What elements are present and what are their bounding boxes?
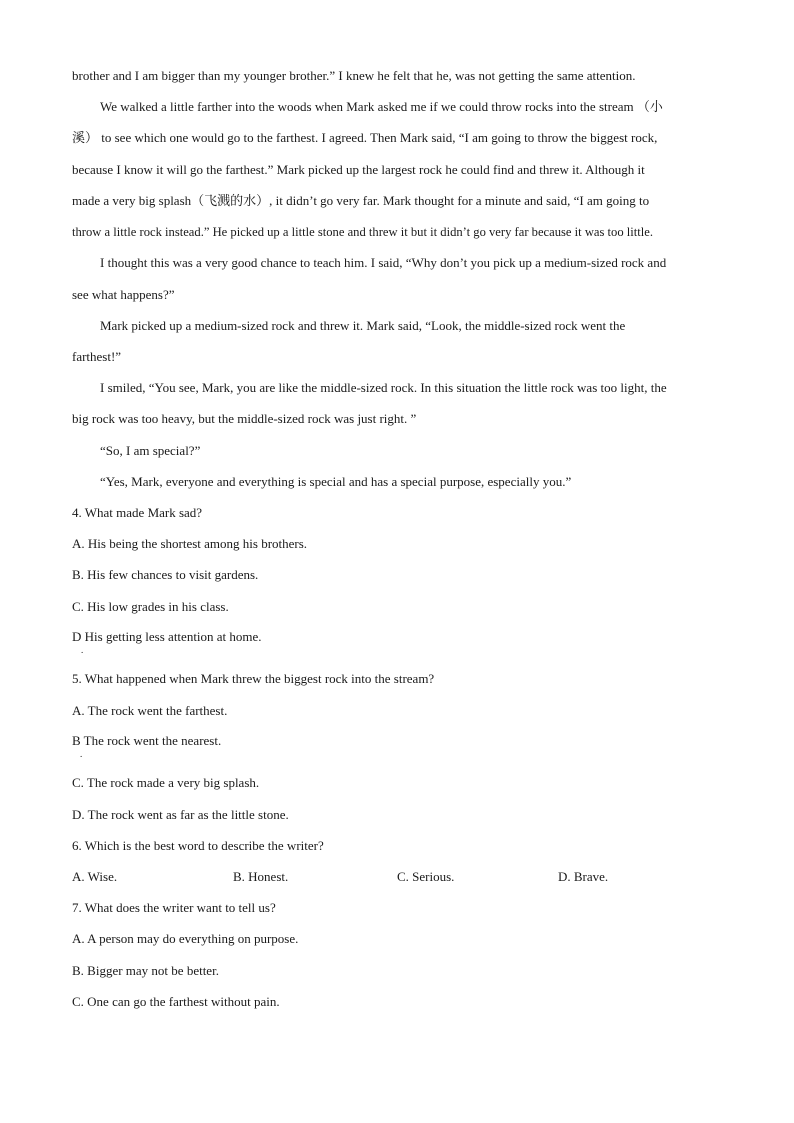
- passage-line: because I know it will go the farthest.” Mark picked up the largest rock he could find and threw it. Although it: [72, 162, 645, 177]
- passage-line: big rock was too heavy, but the middle-sized rock was just right. ”: [72, 411, 417, 426]
- answer-options-row: [72, 869, 672, 885]
- stray-dot-mark: .: [81, 645, 84, 655]
- answer-option: B. Honest.: [233, 869, 289, 884]
- answer-option: D. The rock went as far as the little stone.: [72, 807, 289, 822]
- answer-option: C. One can go the farthest without pain.: [72, 994, 280, 1009]
- passage-line: “So, I am special?”: [100, 443, 201, 458]
- passage-line: brother and I am bigger than my younger brother.” I knew he felt that he, was not getting the same attention.: [72, 68, 636, 83]
- answer-option: A. His being the shortest among his brothers.: [72, 536, 308, 551]
- answer-option: B. His few chances to visit gardens.: [72, 567, 259, 582]
- question-stem: 6. Which is the best word to describe the writer?: [72, 838, 324, 853]
- passage-line: I thought this was a very good chance to teach him. I said, “Why don’t you pick up a medium-sized rock and: [100, 255, 667, 270]
- stray-dot-mark: .: [80, 749, 83, 759]
- question-stem: 4. What made Mark sad?: [72, 505, 203, 520]
- passage-line: throw a little rock instead.” He picked up a little stone and threw it but it didn’t go very far because it was too little.: [72, 225, 654, 239]
- passage-line: Mark picked up a medium-sized rock and threw it. Mark said, “Look, the middle-sized rock went the: [100, 318, 626, 333]
- passage-line: see what happens?”: [72, 287, 175, 302]
- answer-option: C. Serious.: [397, 869, 455, 884]
- passage-line: 溪） to see which one would go to the farthest. I agreed. Then Mark said, “I am going to throw the biggest rock,: [72, 130, 658, 145]
- answer-option: B The rock went the nearest.: [72, 733, 222, 748]
- answer-option: D. Brave.: [558, 869, 609, 884]
- answer-option: A. A person may do everything on purpose.: [72, 931, 299, 946]
- answer-option: C. His low grades in his class.: [72, 599, 229, 614]
- passage-line: made a very big splash（飞溅的水）, it didn’t go very far. Mark thought for a minute and said, “I am going to: [72, 193, 650, 208]
- answer-option: B. Bigger may not be better.: [72, 963, 219, 978]
- answer-option: D His getting less attention at home.: [72, 629, 262, 644]
- question-stem: 5. What happened when Mark threw the biggest rock into the stream?: [72, 671, 435, 686]
- answer-option: A. Wise.: [72, 869, 118, 884]
- passage-line: farthest!”: [72, 349, 122, 364]
- answer-option: A. The rock went the farthest.: [72, 703, 228, 718]
- answer-option: C. The rock made a very big splash.: [72, 775, 260, 790]
- passage-line: We walked a little farther into the woods when Mark asked me if we could throw rocks into the stream （小: [100, 99, 663, 114]
- question-stem: 7. What does the writer want to tell us?: [72, 900, 276, 915]
- passage-line: “Yes, Mark, everyone and everything is special and has a special purpose, especially you.”: [100, 474, 572, 489]
- passage-line: I smiled, “You see, Mark, you are like the middle-sized rock. In this situation the little rock was too light, the: [100, 380, 667, 395]
